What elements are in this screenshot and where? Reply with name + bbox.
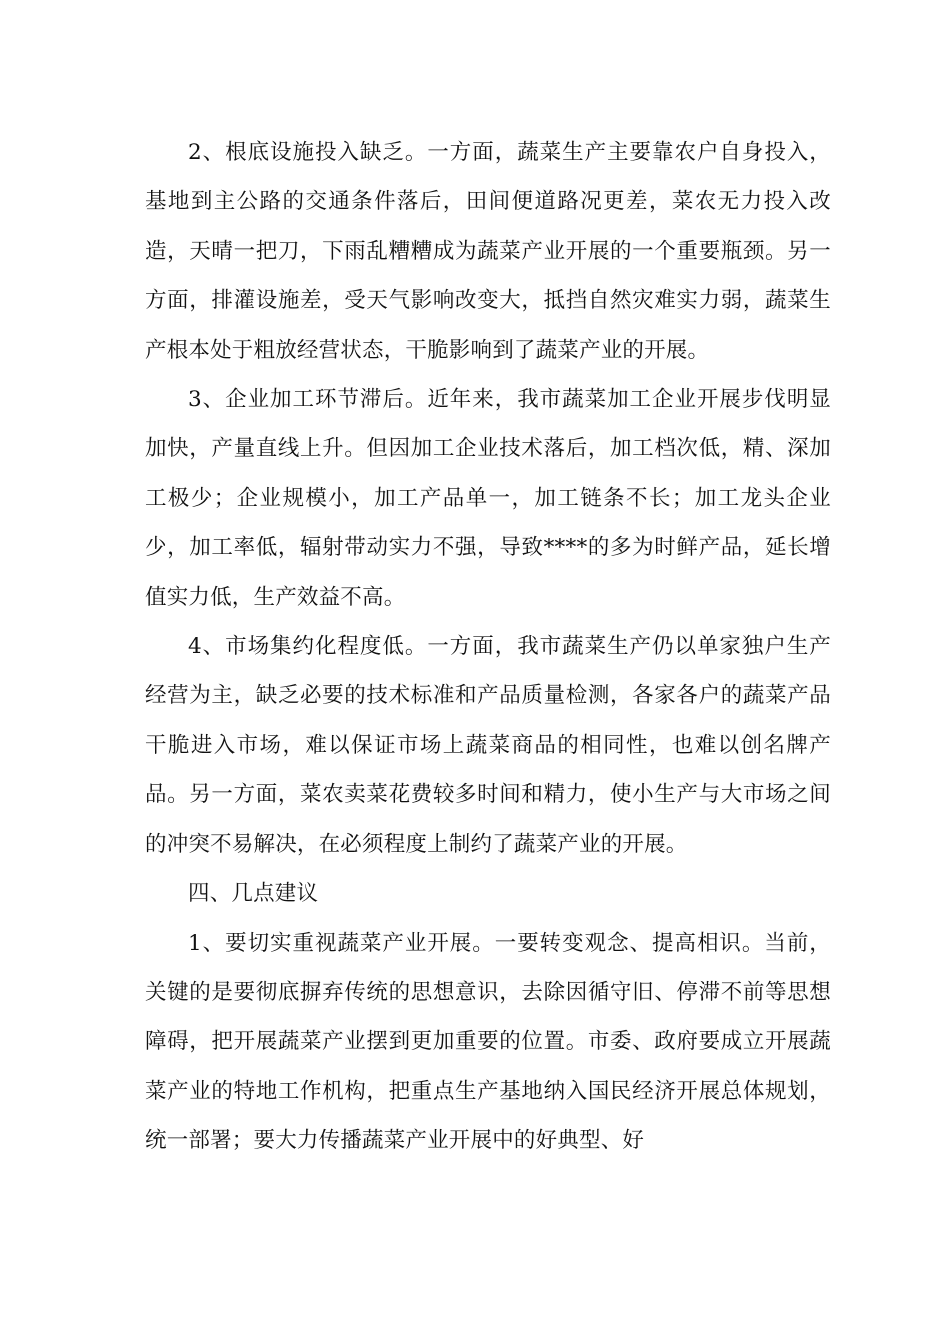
paragraph-infrastructure: 2、根底设施投入缺乏。一方面，蔬菜生产主要靠农户自身投入，基地到主公路的交通条件落后，田间便道路况更差，菜农无力投入改造，天晴一把刀，下雨乱糟糟成为蔬菜产业开展的一个重要瓶颈。另一方面，排灌设施差，受天气影响改变大，抵挡自然灾难实力弱，蔬菜生产根本处于粗放经营状态，干脆影响到了蔬菜产业的开展。: [145, 140, 831, 363]
paragraph-processing: 3、企业加工环节滞后。近年来，我市蔬菜加工企业开展步伐明显加快，产量直线上升。但因加工企业技术落后，加工档次低，精、深加工极少；企业规模小，加工产品单一，加工链条不长；加工龙头企业少，加工率低，辐射带动实力不强，导致****的多为时鲜产品，延长增值实力低，生产效益不高。: [145, 387, 831, 610]
paragraph-market: 4、市场集约化程度低。一方面，我市蔬菜生产仍以单家独户生产经营为主，缺乏必要的技术标准和产品质量检测，各家各户的蔬菜产品干脆进入市场，难以保证市场上蔬菜商品的相同性，也难以创名牌产品。另一方面，菜农卖菜花费较多时间和精力，使小生产与大市场之间的冲突不易解决，在必须程度上制约了蔬菜产业的开展。: [145, 634, 831, 857]
section-heading-suggestions: 四、几点建议: [188, 881, 319, 907]
document-body: [145, 128, 831, 1166]
paragraph-suggestion-1: 1、要切实重视蔬菜产业开展。一要转变观念、提高相识。当前，关键的是要彻底摒弃传统的思想意识，去除因循守旧、停滞不前等思想障碍，把开展蔬菜产业摆到更加重要的位置。市委、政府要成立开展蔬菜产业的特地工作机构，把重点生产基地纳入国民经济开展总体规划，统一部署；要大力传播蔬菜产业开展中的好典型、好: [145, 930, 831, 1154]
